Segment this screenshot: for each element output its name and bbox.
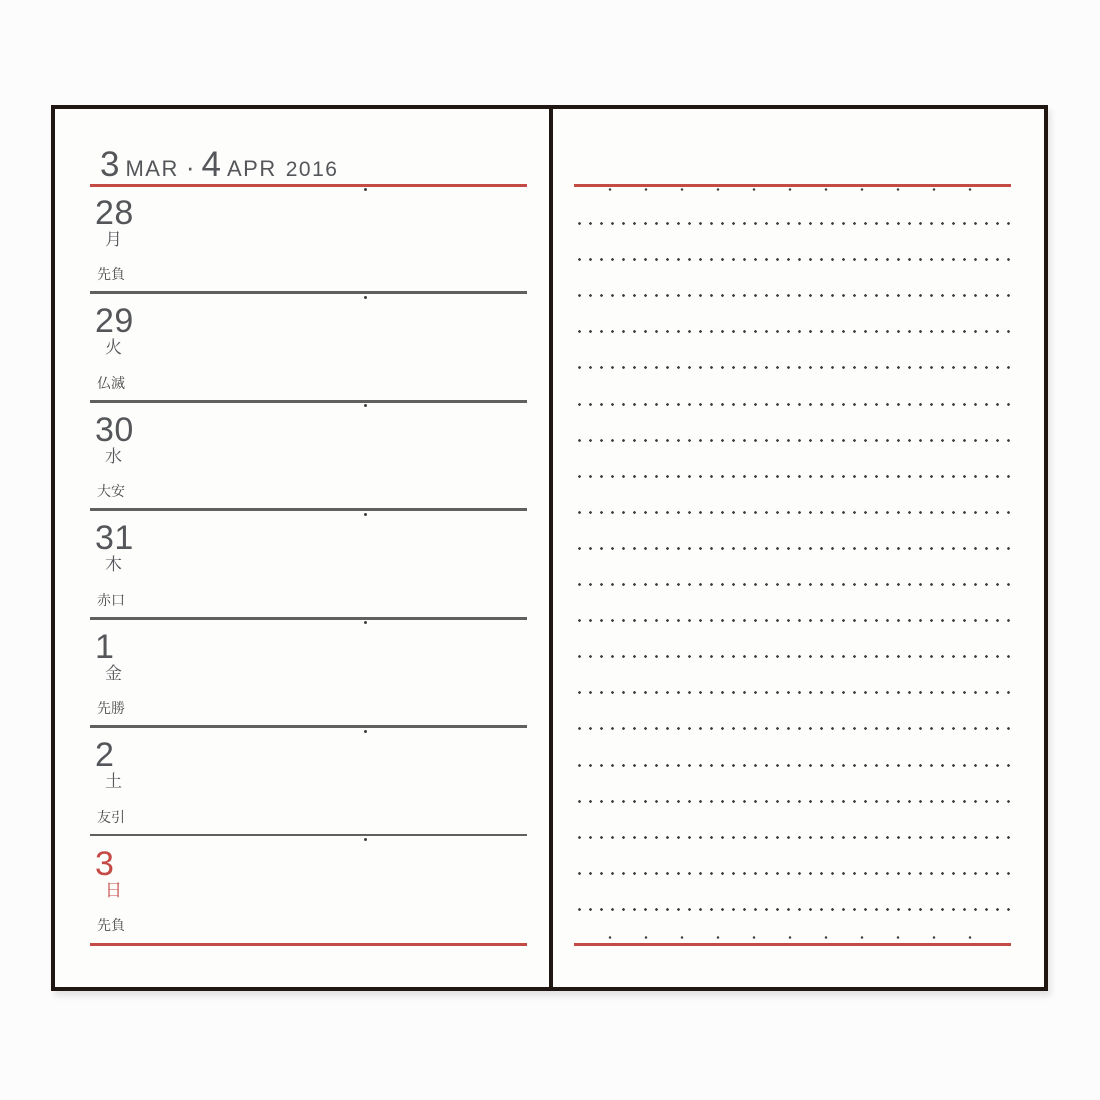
dotted-line	[574, 764, 1011, 767]
rokuyo-label: 赤口	[97, 593, 125, 609]
dotted-line	[574, 258, 1011, 261]
dotted-line	[574, 403, 1011, 406]
notes-bottom-ruler-dots	[592, 936, 988, 939]
dotted-line	[574, 655, 1011, 658]
day-row	[55, 292, 549, 400]
weekday-label: 金	[105, 663, 122, 683]
notes-page	[553, 109, 1044, 987]
weekday-label: 火	[105, 338, 122, 358]
dotted-line	[574, 222, 1011, 225]
rokuyo-label: 先負	[97, 268, 125, 284]
weekday-label: 月	[105, 230, 122, 249]
dotted-line	[574, 583, 1011, 586]
day-row	[55, 509, 549, 617]
dotted-line	[574, 619, 1011, 622]
row-center-dot	[364, 730, 367, 733]
row-divider-line	[90, 291, 527, 294]
day-row	[55, 835, 549, 943]
dotted-line	[574, 366, 1011, 369]
day-row	[55, 618, 549, 726]
row-divider-line	[90, 725, 527, 728]
week-bottom-rule	[90, 943, 527, 946]
header-separator-dot: ·	[185, 152, 195, 182]
weekday-label: 日	[105, 880, 122, 900]
dotted-line	[574, 511, 1011, 514]
row-center-dot	[364, 621, 367, 624]
day-row	[55, 184, 549, 292]
dotted-line	[574, 872, 1011, 875]
row-divider-line	[90, 834, 527, 837]
notes-rows	[553, 109, 1044, 987]
weekday-label: 木	[105, 555, 122, 575]
week-rows	[55, 109, 549, 987]
row-divider-line	[90, 617, 527, 620]
rokuyo-label: 先負	[97, 918, 125, 934]
weekday-label: 水	[105, 446, 122, 466]
day-row	[55, 401, 549, 509]
dotted-line	[574, 547, 1011, 550]
dotted-line	[574, 908, 1011, 911]
rokuyo-label: 先勝	[97, 702, 125, 718]
day-number: 2	[95, 736, 115, 775]
day-number: 28	[95, 194, 134, 232]
rokuyo-label: 友引	[97, 810, 125, 826]
row-center-dot	[364, 188, 367, 191]
day-number: 29	[95, 302, 134, 341]
dotted-line	[574, 475, 1011, 478]
dotted-line	[574, 330, 1011, 333]
month-number-right: 4	[201, 145, 221, 184]
month-number-left: 3	[100, 145, 120, 184]
row-center-dot	[364, 838, 367, 841]
day-row	[55, 726, 549, 834]
month-abbr-right: APR	[227, 156, 277, 181]
row-center-dot	[364, 296, 367, 299]
day-number: 31	[95, 519, 134, 558]
weekday-label: 土	[105, 772, 122, 792]
dotted-line	[574, 691, 1011, 694]
rokuyo-label: 大安	[97, 485, 125, 501]
weekly-page	[55, 109, 549, 987]
year-label: 2016	[285, 158, 339, 181]
dotted-line	[574, 439, 1011, 442]
rokuyo-label: 仏滅	[97, 376, 125, 392]
dotted-line	[574, 836, 1011, 839]
dotted-line	[574, 727, 1011, 730]
dotted-line	[574, 800, 1011, 803]
row-divider-line	[90, 508, 527, 511]
dotted-line	[574, 294, 1011, 297]
row-center-dot	[364, 513, 367, 516]
planner-spread	[51, 105, 1048, 991]
day-number: 1	[95, 627, 115, 666]
day-number: 3	[95, 844, 115, 883]
notes-bottom-rule	[574, 943, 1011, 946]
month-abbr-left: MAR	[125, 156, 179, 181]
row-center-dot	[364, 404, 367, 407]
row-divider-line	[90, 400, 527, 403]
day-number: 30	[95, 410, 134, 449]
